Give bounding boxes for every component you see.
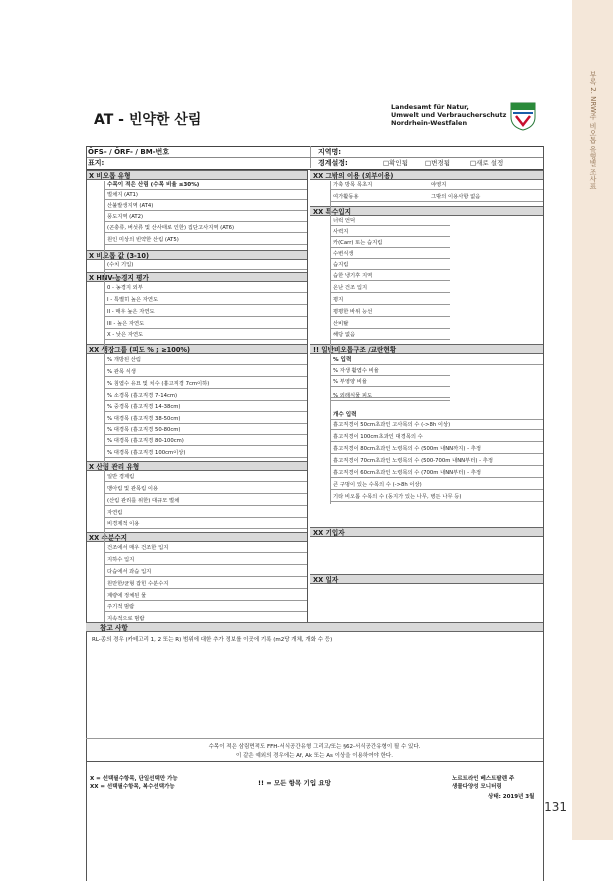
water-balance-header: XX 수분수지 xyxy=(86,532,307,542)
list-item[interactable]: 흉고직경이 60cm초과인 노령목의 수 (700m 내NN부터) - 추정 xyxy=(330,469,543,478)
boundary-confirmed[interactable]: □확인됨 xyxy=(383,159,408,167)
list-item[interactable]: % 대경목 (흉고직경 50-80cm) xyxy=(104,426,307,435)
list-item[interactable]: % 부영양 비율 xyxy=(330,378,450,387)
list-item[interactable]: 원만한/균형 잡힌 수분수지 xyxy=(104,580,307,589)
list-item[interactable]: 카(Carr) 또는 습지림 xyxy=(330,239,450,248)
list-item[interactable]: II - 매우 높은 자연도 xyxy=(104,308,307,317)
page-title: AT - 빈약한 산림 xyxy=(94,112,202,128)
growth-group-header: XX 생장그룹 (피도 % ; ≥100%) xyxy=(86,344,307,354)
notes-header: 참고 사항 xyxy=(86,622,543,632)
list-item[interactable]: 수변식생 xyxy=(330,250,450,259)
list-item[interactable]: 계량에 정체된 물 xyxy=(104,592,307,601)
date-field[interactable] xyxy=(310,585,543,620)
list-item[interactable]: 주기적 범람 xyxy=(104,603,307,612)
list-item[interactable]: 너럭 언덕 xyxy=(330,217,450,226)
list-item[interactable]: 지속적으로 범람 xyxy=(104,615,307,624)
recorder-header: XX 기입자 xyxy=(310,527,543,537)
list-item[interactable]: 0 - 농경지 외부 xyxy=(104,284,307,293)
list-item[interactable]: 평평한 바위 능선 xyxy=(330,308,450,317)
boundary-label: 경계설정: xyxy=(318,159,348,167)
list-item[interactable]: 흉고직경이 50cm초과인 고사목의 수 (->8h 이상) xyxy=(330,421,543,430)
list-item[interactable]: 산비탈 xyxy=(330,320,450,329)
notes-instruction: RL-종의 경우 (카테고리 1, 2 또는 R) 범위에 대한 추가 정보를 이곳에 기록 (m2당 개체, 개화 수 등) xyxy=(92,637,333,643)
list-item[interactable]: 사력지 xyxy=(330,228,450,237)
boundary-new[interactable]: □새로 설정 xyxy=(470,159,504,167)
notes-remark-1: 수목이 적은 삼림면적도 FFH-서식공간유형 그리고/또는 §62-서식공간유형이 될 수 있다. xyxy=(208,744,421,750)
list-item[interactable]: 야영지 xyxy=(428,181,543,190)
list-item[interactable]: 건조에서 매우 건조한 입지 xyxy=(104,544,307,553)
date-header: XX 일자 xyxy=(310,574,543,584)
legend-single: X = 선택필수항목, 단일선택만 가능 xyxy=(90,776,178,782)
list-item[interactable]: 흉고직경이 80cm초과인 노령목의 수 (500m 내NN까지) - 추정 xyxy=(330,445,543,454)
list-item[interactable]: % 대경목 (흉고직경 38-50cm) xyxy=(104,415,307,424)
forest-management-header: X 산림 관리 유형 xyxy=(86,461,307,471)
list-item[interactable]: 평지 xyxy=(330,296,450,305)
list-item[interactable]: % 대경목 (흉고직경 100cm이상) xyxy=(104,449,307,458)
sidebar-label: 부록 2. NRW주 비오톱 유형별 조사표 xyxy=(589,70,597,190)
list-item[interactable]: X - 낮은 자연도 xyxy=(104,331,307,340)
agency-name: Landesamt für Natur, Umwelt und Verbraucherschutz Nordrhein-Westfalen xyxy=(391,103,507,127)
list-item[interactable]: 그밖의 이용사항 없음 xyxy=(428,193,543,202)
nrw-coat-of-arms-icon xyxy=(508,101,538,131)
list-item[interactable]: 맹아림 및 관목림 이용 xyxy=(104,485,307,494)
notes-remark-2: 이 같은 예외의 경우에는 Af, Ak 또는 As 이상을 이용하여야 한다. xyxy=(236,753,393,759)
list-item[interactable]: 벌채지 (AT1) xyxy=(104,191,307,200)
list-item[interactable]: % 관목 식생 xyxy=(104,368,307,377)
mark-label: 표지: xyxy=(88,159,105,167)
list-item[interactable]: (산림 관리를 위한) 대규모 벌채 xyxy=(104,497,307,506)
list-item[interactable]: 자연림 xyxy=(104,509,307,518)
list-item[interactable]: 풍도지역 (AT2) xyxy=(104,213,307,222)
org-name: 노르트라인 베스트팔렌 주 xyxy=(452,776,515,782)
list-item[interactable]: 산불발생지역 (AT4) xyxy=(104,202,307,211)
biotope-subheader: 수목이 적은 산림 (수목 비율 ≤30%) xyxy=(104,181,307,190)
special-site-header: XX 특수입지 xyxy=(310,206,543,216)
structure-header: !! 일반비오톱구조 /교란현황 xyxy=(310,344,543,354)
list-item[interactable]: III - 높은 자연도 xyxy=(104,320,307,329)
value-input[interactable]: (수치 기입) xyxy=(104,261,307,270)
notes-field[interactable] xyxy=(86,645,543,737)
list-item[interactable]: 온난 건조 입지 xyxy=(330,284,450,293)
boundary-changed[interactable]: □변경됨 xyxy=(425,159,450,167)
list-item[interactable]: (곤충류, 버섯류 및 산사태로 인한) 집단고사지역 (AT6) xyxy=(104,224,307,233)
list-item[interactable]: 큰 구멍이 있는 수목의 수 (->8h 이상) xyxy=(330,481,543,490)
list-item[interactable]: % 소경목 (흉고직경 7-14cm) xyxy=(104,392,307,401)
region-label: 지역명: xyxy=(318,148,342,156)
list-item[interactable]: 가축 방목 목초지 xyxy=(330,181,428,190)
legend-multi: XX = 선택필수항목, 복수선택가능 xyxy=(90,784,175,790)
list-item[interactable]: 흉고직경이 100cm초과인 대경목의 수 xyxy=(330,433,543,442)
list-item[interactable]: 원인 미상의 빈약한 산림 (AT5) xyxy=(104,236,307,245)
recorder-field[interactable] xyxy=(310,538,543,574)
page-number: 131 xyxy=(544,800,567,814)
legend-required: !! = 모든 항목 기입 요망 xyxy=(258,779,331,787)
hnv-header: X HNV-농경지 평가 xyxy=(86,272,307,282)
list-item[interactable]: % 자생 활엽수 비율 xyxy=(330,367,450,376)
percent-subheader: % 입력 xyxy=(330,356,543,365)
list-item[interactable]: 습한 냉기후 지역 xyxy=(330,272,450,281)
list-item[interactable]: 지하수 입지 xyxy=(104,556,307,565)
other-use-header: XX 그밖의 이용 (외부이용) xyxy=(310,170,543,180)
list-item[interactable]: 일반 경제림 xyxy=(104,473,307,482)
count-subheader: 개수 입력 xyxy=(330,411,543,420)
list-item[interactable]: 여가활동용 xyxy=(330,193,428,202)
biotope-type-header: X 비오톱 유형 xyxy=(86,170,307,180)
list-item[interactable]: I - 특별히 높은 자연도 xyxy=(104,296,307,305)
list-item[interactable]: 습지림 xyxy=(330,261,450,270)
list-item[interactable]: 기타 비오톱 수목의 수 (동지가 있는 나무, 병든 나무 등) xyxy=(330,493,543,502)
id-label: ÖFS- / ÖRF- / BM-번호 xyxy=(88,148,170,156)
list-item[interactable]: % 중경목 (흉고직경 14-38cm) xyxy=(104,403,307,412)
list-item[interactable]: % 개방된 산림 xyxy=(104,356,307,365)
list-item[interactable]: % 침엽수 유묘 및 치수 (흉고직경 7cm이하) xyxy=(104,380,307,389)
list-item[interactable]: % 대경목 (흉고직경 80-100cm) xyxy=(104,437,307,446)
status-date: 상태: 2019년 3월 xyxy=(488,794,535,800)
biotope-value-header: X 비오톱 값 (3-10) xyxy=(86,250,307,260)
list-item[interactable]: 비경제적 이용 xyxy=(104,520,307,529)
list-item[interactable]: % 외래식물 피도 xyxy=(330,392,450,401)
monitoring-label: 생물다양성 모니터링 xyxy=(452,784,502,790)
list-item[interactable]: 흉고직경이 70cm초과인 노령목의 수 (500-700m 내NN부터) - 추정 xyxy=(330,457,543,466)
list-item[interactable]: 다습에서 과습 입지 xyxy=(104,568,307,577)
list-item[interactable]: 해당 없음 xyxy=(330,331,450,340)
